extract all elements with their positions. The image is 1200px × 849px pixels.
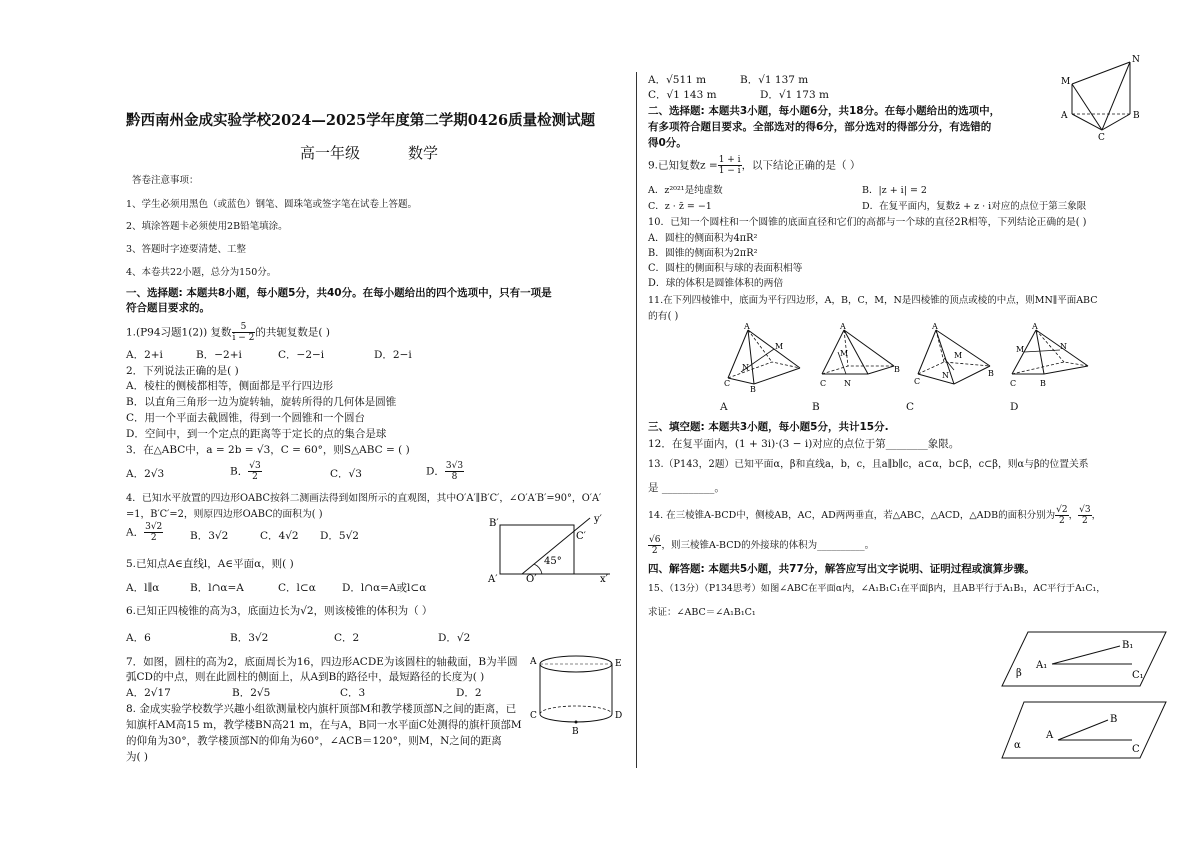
q4-option-c[interactable]: C．4√2: [260, 530, 299, 542]
svg-text:A: A: [932, 322, 938, 331]
q2-option-d[interactable]: D．空间中，到一个定点的距离等于定长的点的集合是球: [126, 428, 387, 440]
q4-stem-line2: =1，B′C′=2，则原四边形OABC的面积为( ): [126, 509, 323, 520]
svg-text:A: A: [530, 657, 537, 667]
svg-text:C: C: [1010, 379, 1017, 388]
svg-text:A: A: [744, 322, 750, 331]
svg-text:O′: O′: [526, 574, 537, 584]
q7-option-a[interactable]: A．2√17: [126, 687, 171, 699]
svg-text:M: M: [840, 349, 849, 358]
q10-option-c[interactable]: C．圆柱的侧面积与球的表面积相等: [648, 263, 803, 274]
svg-text:B: B: [1110, 714, 1118, 725]
q10-option-b[interactable]: B．圆锥的侧面积为2πR²: [648, 248, 758, 259]
svg-text:N: N: [1060, 342, 1067, 351]
exam-title: 黔西南州金成实验学校2024—2025学年度第二学期0426质量检测试题: [126, 112, 596, 129]
q1-option-d[interactable]: D．2−i: [374, 349, 412, 361]
note-2: 2、填涂答题卡必须使用2B铅笔填涂。: [126, 221, 288, 232]
q3-option-d[interactable]: D． $\frac{3√3}{8}$: [426, 461, 464, 482]
q3-option-c[interactable]: C．√3: [330, 468, 362, 480]
q3-option-b[interactable]: B． $\frac{√3}{2}$: [230, 461, 261, 482]
svg-text:N: N: [1132, 55, 1140, 65]
svg-text:C: C: [1098, 133, 1105, 142]
section1-heading-line2: 符合题目要求的。: [126, 302, 210, 314]
q11-pyramid-a: [724, 322, 806, 392]
q4-option-b[interactable]: B．3√2: [190, 530, 229, 542]
q1-stem: 1.(P94习题1(2)) 复数 $\frac{5}{i - 2}$ 的共轭复数是( ): [126, 322, 330, 343]
column-divider: [636, 72, 637, 768]
q15-stem-line1: 15、（13分）（P134思考）如图∠ABC在平面α内，∠A₁B₁C₁在平面β内，且AB平行于A₁B₁，AC平行于A₁C₁，: [648, 583, 1106, 594]
q7-option-b[interactable]: B．2√5: [232, 687, 271, 699]
svg-text:β: β: [1016, 668, 1022, 679]
q8-option-b[interactable]: B．√1 137 m: [740, 74, 809, 86]
q14-stem-line2: $\frac{√6}{2}$ ，则三棱锥A-BCD的外接球的体积为__________。: [649, 535, 875, 556]
q1-option-b[interactable]: B．−2+i: [196, 349, 242, 361]
q9-stem: 9.已知复数z = $\frac{1 + i}{1 - i}$ ，以下结论正确的是（ ）: [648, 155, 861, 176]
q11-pyramid-d: [1008, 322, 1094, 392]
q14-stem-line1: 14. 在三棱锥A-BCD中，侧棱AB，AC，AD两两垂直，若△ABC，△ACD，△ADB的面积分别为 $\frac{√2}{2}$ ， $\frac{√3}{2}$ ，: [648, 505, 1102, 526]
svg-text:B: B: [988, 369, 994, 378]
note-4: 4、本卷共22小题，总分为150分。: [126, 267, 277, 278]
q11-stem-line2: 的有( ): [648, 311, 679, 322]
q2-option-b[interactable]: B．以直角三角形一边为旋转轴，旋转所得的几何体是圆锥: [126, 396, 397, 408]
q5-option-d[interactable]: D．l∩α=A或l⊂α: [342, 582, 427, 594]
section2-heading-line3: 得0分。: [648, 137, 687, 149]
q7-stem-line1: 7．如图，圆柱的高为2，底面周长为16，四边形ACDE为该圆柱的轴截面，B为半圆: [126, 656, 518, 668]
q11-caption-b[interactable]: B: [812, 401, 820, 413]
q6-option-c[interactable]: C．2: [334, 632, 360, 644]
q11-caption-d[interactable]: D: [1010, 401, 1019, 413]
svg-text:α: α: [1014, 740, 1021, 751]
svg-text:E: E: [615, 659, 622, 669]
section2-heading-line2: 有多项符合题目要求。全部选对的得6分，部分选对的得部分分，有选错的: [648, 121, 992, 133]
svg-text:M: M: [1016, 345, 1025, 354]
q5-option-a[interactable]: A．l∥α: [126, 582, 160, 594]
q8-figure: [1058, 52, 1148, 142]
svg-text:C: C: [820, 379, 827, 388]
q8-option-c[interactable]: C．√1 143 m: [648, 89, 717, 101]
q6-stem: 6.已知正四棱锥的高为3，底面边长为√2，则该棱锥的体积为（ ）: [126, 605, 433, 617]
svg-text:B′: B′: [489, 518, 499, 529]
q5-option-c[interactable]: C．l⊂α: [278, 582, 316, 594]
q1-fraction: $\frac{5}{i - 2}$: [232, 322, 255, 343]
q9-option-c[interactable]: C．z · z̄ = −1: [648, 201, 712, 212]
subject-label: 数学: [408, 144, 439, 162]
q7-option-c[interactable]: C．3: [340, 687, 366, 699]
svg-text:A: A: [1046, 730, 1054, 741]
svg-text:N: N: [742, 363, 749, 372]
q2-option-a[interactable]: A．棱柱的侧棱都相等，侧面都是平行四边形: [126, 380, 334, 392]
q11-caption-a[interactable]: A: [720, 401, 728, 413]
svg-text:C₁: C₁: [1132, 670, 1144, 681]
svg-text:A: A: [1061, 111, 1068, 121]
q9-option-d[interactable]: D．在复平面内，复数z̄ + z · i对应的点位于第三象限: [862, 201, 1087, 212]
q4-stem-line1: 4．已知水平放置的四边形OABC按斜二测画法得到如图所示的直观图，其中O′A′∥B′C′，∠O′A′B′=90°，O′A′: [126, 493, 602, 504]
svg-text:C′: C′: [576, 531, 586, 542]
q15-stem-line2: 求证：∠ABC＝∠A₁B₁C₁: [648, 607, 756, 618]
svg-text:A₁: A₁: [1036, 660, 1048, 671]
svg-text:y′: y′: [594, 514, 602, 525]
svg-text:C: C: [914, 377, 921, 386]
q9-fraction: $\frac{1 + i}{1 - i}$: [718, 155, 741, 176]
q7-stem-line2: 弧CD的中点，则在此圆柱的侧面上，从A到B的路径中，最短路径的长度为( ): [126, 671, 485, 683]
q4-option-a[interactable]: A． $\frac{3√2}{2}$: [126, 522, 163, 543]
svg-text:B: B: [1133, 111, 1140, 121]
q9-option-b[interactable]: B．|z + i| = 2: [862, 185, 927, 196]
note-1: 1、学生必须用黑色（或蓝色）钢笔、圆珠笔或签字笔在试卷上答题。: [126, 199, 418, 210]
svg-text:B: B: [750, 385, 756, 392]
q3-option-a[interactable]: A．2√3: [126, 468, 165, 480]
q7-option-d[interactable]: D．2: [456, 687, 482, 699]
svg-text:N: N: [844, 379, 851, 388]
q11-pyramid-b: [818, 322, 900, 392]
q7-cylinder-figure: [530, 650, 622, 740]
q9-option-a[interactable]: A．z²⁰²¹是纯虚数: [648, 185, 723, 196]
svg-text:M: M: [954, 351, 963, 360]
q8-stem-line2: 知旗杆AM高15 m，教学楼BN高21 m，在与A，B同一水平面C处测得的旗杆顶部M: [126, 719, 522, 731]
section3-heading: 三、填空题: 本题共3小题，每小题5分，共计15分.: [648, 421, 889, 433]
q2-option-c[interactable]: C．用一个平面去截圆锥，得到一个圆锥和一个圆台: [126, 412, 366, 424]
section2-heading-line1: 二、选择题: 本题共3小题，每小题6分，共18分。在每小题给出的选项中，: [648, 105, 1001, 117]
svg-text:M: M: [775, 342, 784, 351]
q8-stem-line4: 为( ): [126, 751, 149, 763]
q15-figure: [1000, 624, 1170, 764]
q11-stem-line1: 11.在下列四棱锥中，底面为平行四边形，A，B，C，M，N是四棱锥的顶点或棱的中点，则MN∥平面ABC: [648, 295, 1098, 306]
q11-caption-c[interactable]: C: [906, 401, 915, 413]
svg-text:D: D: [615, 711, 622, 721]
q6-option-d[interactable]: D．√2: [438, 632, 471, 644]
section4-heading: 四、解答题: 本题共5小题，共77分，解答应写出文字说明、证明过程或演算步骤。: [648, 563, 1035, 575]
section1-heading-line1: 一、选择题: 本题共8小题，每小题5分，共40分。在每小题给出的四个选项中，只有一项是: [126, 287, 552, 299]
q5-option-b[interactable]: B．l∩α=A: [190, 582, 244, 594]
note-3: 3、答题时字迹要清楚、工整: [126, 244, 247, 255]
q8-stem-line1: 8. 金成实验学校数学兴趣小组欲测量校内旗杆顶部M和教学楼顶部N之间的距离，已: [126, 703, 517, 715]
q4-option-d[interactable]: D．5√2: [320, 530, 359, 542]
q1-option-a[interactable]: A．2+i: [126, 349, 163, 361]
svg-text:x′: x′: [600, 574, 608, 584]
q11-pyramid-c: [914, 322, 996, 392]
svg-text:B: B: [572, 727, 579, 737]
svg-text:M: M: [1061, 77, 1071, 87]
svg-text:C: C: [530, 711, 537, 721]
q8-option-a[interactable]: A．√511 m: [648, 74, 707, 86]
q10-stem: 10．已知一个圆柱和一个圆锥的底面直径和它们的高都与一个球的直径2R相等，下列结论正确的是( ): [648, 217, 1087, 228]
svg-text:A: A: [1032, 322, 1038, 331]
q5-stem: 5.已知点A∈直线l，A∈平面α，则( ): [126, 558, 294, 570]
svg-text:A′: A′: [488, 574, 498, 584]
notes-heading: 答卷注意事项：: [132, 175, 199, 186]
svg-text:B: B: [894, 365, 900, 374]
q6-option-b[interactable]: B．3√2: [230, 632, 269, 644]
q3-stem: 3．在△ABC中，a = 2b = √3，C = 60°，则S△ABC = ( ): [126, 444, 410, 456]
q13-stem-line2: 是 __________。: [648, 482, 725, 494]
q12-stem: 12．在复平面内，(1 + 3i)·(3 − i)对应的点位于第________象限。: [648, 438, 960, 450]
svg-text:A: A: [840, 322, 846, 331]
q8-option-d[interactable]: D．√1 173 m: [760, 89, 829, 101]
q10-option-a[interactable]: A．圆柱的侧面积为4πR²: [648, 233, 758, 244]
grade-label: 高一年级: [300, 144, 361, 162]
svg-text:C: C: [724, 379, 731, 388]
q13-stem-line1: 13.（P143，2题）已知平面α，β和直线a，b，c，且a∥b∥c，a⊂α，b⊂β，c⊂β，则α与β的位置关系: [648, 459, 1089, 470]
q6-option-a[interactable]: A．6: [126, 632, 151, 644]
q1-option-c[interactable]: C．−2−i: [278, 349, 325, 361]
q8-stem-line3: 的仰角为30°，教学楼顶部N的仰角为60°，∠ACB＝120°，则M，N之间的距离: [126, 735, 502, 747]
svg-text:C: C: [1132, 744, 1140, 755]
svg-text:B: B: [1040, 379, 1046, 388]
svg-text:B₁: B₁: [1122, 640, 1134, 651]
svg-text:N: N: [942, 371, 949, 380]
q2-stem: 2．下列说法正确的是( ): [126, 365, 239, 377]
q10-option-d[interactable]: D．球的体积是圆锥体积的两倍: [648, 278, 784, 289]
q4-figure: [486, 512, 616, 584]
svg-text:45°: 45°: [544, 556, 562, 567]
